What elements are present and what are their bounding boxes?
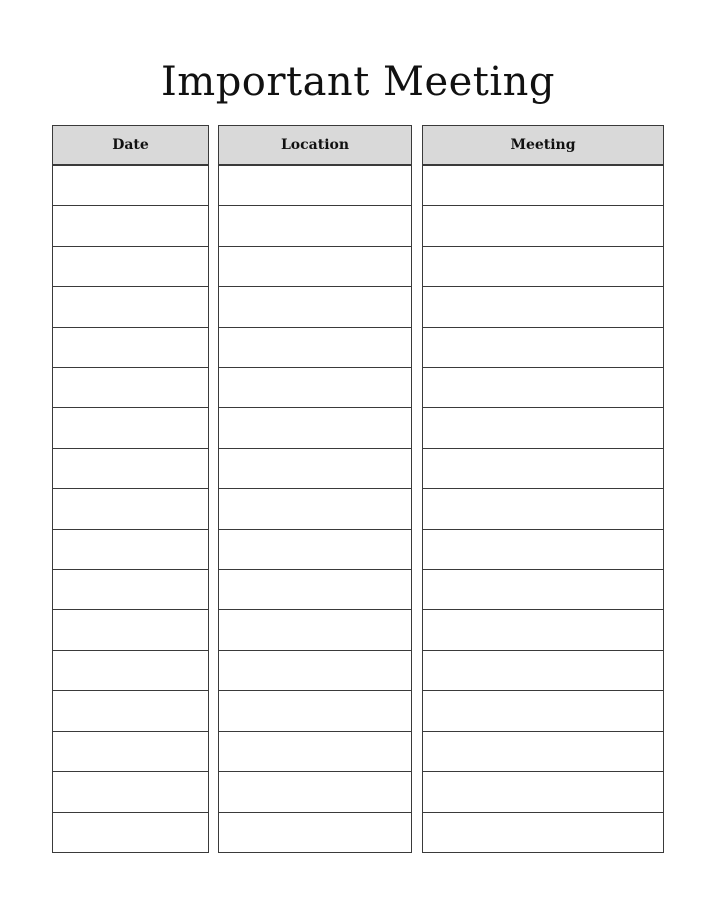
meeting-entry-row[interactable] (423, 651, 663, 691)
meeting-entry-row[interactable] (423, 408, 663, 448)
meeting-entry-row[interactable] (423, 247, 663, 287)
location-entry-row[interactable] (219, 651, 411, 691)
date-entry-row[interactable] (53, 166, 208, 206)
location-entry-row[interactable] (219, 328, 411, 368)
date-entry-row[interactable] (53, 368, 208, 408)
location-entry-row[interactable] (219, 287, 411, 327)
location-entry-row[interactable] (219, 368, 411, 408)
date-header: Date (53, 126, 208, 166)
date-entry-row[interactable] (53, 772, 208, 812)
location-entry-row[interactable] (219, 813, 411, 852)
location-entry-row[interactable] (219, 408, 411, 448)
date-entry-row[interactable] (53, 732, 208, 772)
location-entry-row[interactable] (219, 732, 411, 772)
meeting-column (422, 125, 664, 853)
location-entry-row[interactable] (219, 489, 411, 529)
meeting-entry-row[interactable] (423, 813, 663, 852)
meeting-header: Meeting (423, 126, 663, 166)
meeting-entry-row[interactable] (423, 691, 663, 731)
meeting-entry-row[interactable] (423, 570, 663, 610)
meeting-entry-row[interactable] (423, 530, 663, 570)
meeting-entry-row[interactable] (423, 732, 663, 772)
date-entry-row[interactable] (53, 610, 208, 650)
location-entry-row[interactable] (219, 691, 411, 731)
location-entry-row[interactable] (219, 206, 411, 246)
date-entry-row[interactable] (53, 489, 208, 529)
date-entry-row[interactable] (53, 449, 208, 489)
meeting-entry-row[interactable] (423, 206, 663, 246)
location-entry-row[interactable] (219, 247, 411, 287)
location-entry-row[interactable] (219, 530, 411, 570)
date-rows (53, 166, 208, 852)
meeting-rows (423, 166, 663, 852)
date-entry-row[interactable] (53, 530, 208, 570)
date-entry-row[interactable] (53, 570, 208, 610)
meeting-entry-row[interactable] (423, 489, 663, 529)
meeting-entry-row[interactable] (423, 287, 663, 327)
page-title: Important Meeting (160, 59, 556, 105)
date-entry-row[interactable] (53, 651, 208, 691)
location-entry-row[interactable] (219, 449, 411, 489)
location-entry-row[interactable] (219, 610, 411, 650)
meeting-entry-row[interactable] (423, 610, 663, 650)
location-rows (219, 166, 411, 852)
location-entry-row[interactable] (219, 772, 411, 812)
meeting-entry-row[interactable] (423, 166, 663, 206)
meeting-entry-row[interactable] (423, 449, 663, 489)
location-entry-row[interactable] (219, 166, 411, 206)
date-entry-row[interactable] (53, 813, 208, 852)
meeting-entry-row[interactable] (423, 368, 663, 408)
meeting-entry-row[interactable] (423, 772, 663, 812)
date-entry-row[interactable] (53, 247, 208, 287)
date-column (52, 125, 209, 853)
date-entry-row[interactable] (53, 691, 208, 731)
date-entry-row[interactable] (53, 408, 208, 448)
date-entry-row[interactable] (53, 287, 208, 327)
location-column (218, 125, 412, 853)
location-entry-row[interactable] (219, 570, 411, 610)
date-entry-row[interactable] (53, 328, 208, 368)
meeting-entry-row[interactable] (423, 328, 663, 368)
location-header: Location (219, 126, 411, 166)
date-entry-row[interactable] (53, 206, 208, 246)
